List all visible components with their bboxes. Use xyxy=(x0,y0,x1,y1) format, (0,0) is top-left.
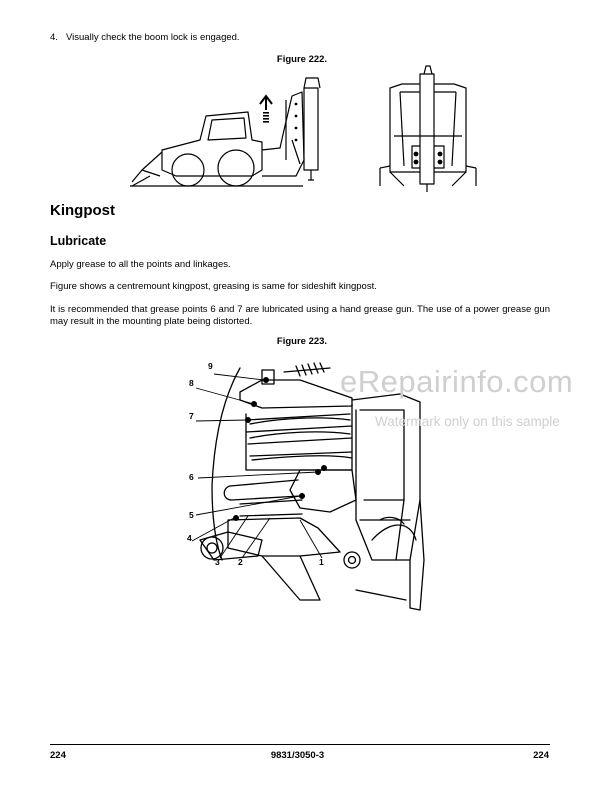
step-number: 4. xyxy=(50,32,58,43)
paragraph-apply-grease: Apply grease to all the points and linkages. xyxy=(50,259,231,270)
figure-223-caption: Figure 223. xyxy=(276,336,328,347)
callout-6: 6 xyxy=(189,472,194,482)
callout-8: 8 xyxy=(189,378,194,388)
callout-2: 2 xyxy=(238,557,243,567)
callout-7: 7 xyxy=(189,411,194,421)
callout-9: 9 xyxy=(208,361,213,371)
callout-3: 3 xyxy=(215,557,220,567)
callout-1: 1 xyxy=(319,557,324,567)
footer-page-right: 224 xyxy=(533,750,549,761)
figure-222-caption: Figure 222. xyxy=(276,54,328,65)
callout-5: 5 xyxy=(189,510,194,520)
footer-doc-number: 9831/3050-3 xyxy=(270,750,325,761)
section-title: Kingpost xyxy=(50,202,115,219)
paragraph-recommendation: It is recommended that grease points 6 and 7 are lubricated using a hand grease gun. The use of a power grease gun may result in the mounting plate being distorted. xyxy=(50,304,550,327)
step-text: Visually check the boom lock is engaged. xyxy=(66,32,240,43)
footer-page-left: 224 xyxy=(50,750,66,761)
footer-rule xyxy=(50,744,550,745)
callout-4: 4 xyxy=(187,533,192,543)
watermark-note: Watermark only on this sample xyxy=(375,414,560,429)
section-subtitle: Lubricate xyxy=(50,234,107,248)
watermark-site: eRepairinfo.com xyxy=(340,364,574,399)
paragraph-figure-description: Figure shows a centremount kingpost, greasing is same for sideshift kingpost. xyxy=(50,281,377,292)
